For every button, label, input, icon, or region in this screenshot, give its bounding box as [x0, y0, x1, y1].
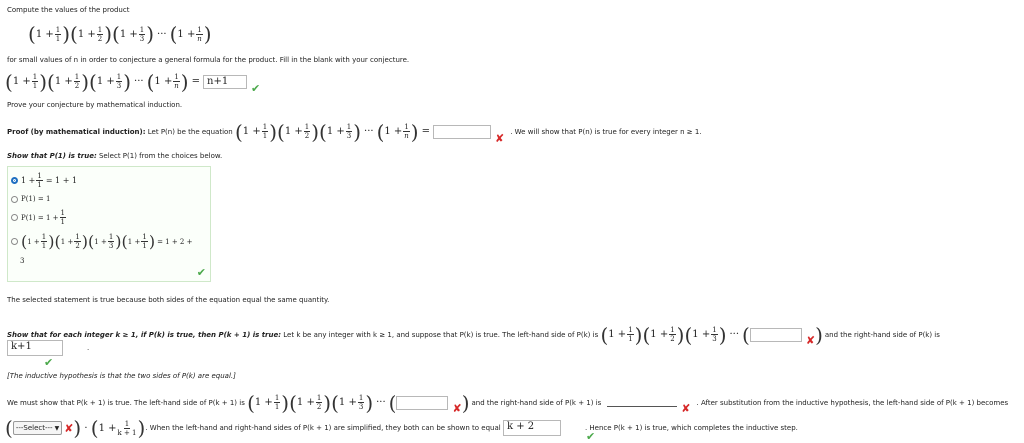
correct-check-icon: ✔ [586, 430, 596, 443]
radio-icon[interactable] [11, 196, 18, 203]
choice-1[interactable]: 1 + $\frac{1}{1}$ = 1 + 1 [11, 172, 77, 189]
incorrect-x-icon: ✘ [805, 334, 816, 347]
pk-rhs-input[interactable]: k+1 [7, 340, 63, 356]
instruction-text: for small values of n in order to conjecture a general formula for the product. Fill in the blank with your conjecture. [7, 56, 410, 64]
intro-text: Compute the values of the product [7, 6, 130, 14]
prove-prompt: Prove your conjecture by mathematical induction. [7, 101, 183, 109]
incorrect-x-icon: ✘ [64, 421, 74, 435]
choice-3[interactable]: P(1) = 1 + $\frac{1}{1}$ [11, 209, 67, 226]
product-display: ( 1 + $\frac{1}{1}$ ) ( 1 + $\frac{1}{2}$ ) ( 1 + $\frac{1}{3}$ ) ··· ( 1 + $\frac{1}{n}$ ) [28, 22, 212, 46]
incorrect-x-icon: ✘ [681, 402, 691, 415]
final-line: ( ---Select--- ▼ ✘ ) · ( 1 + $\frac{1}{k + 1}$ ) . When the left-hand and right-hand sides of P(k + 1) are simplified, they both can be shown to equal k + 2 . Hence P(k + 1) is true, which completes the inductive step. [5, 416, 798, 440]
select-dropdown[interactable]: ---Select--- ▼ [13, 421, 62, 435]
must-show-lhs-input[interactable] [396, 396, 448, 410]
must-show-rhs-input[interactable] [607, 398, 677, 407]
incorrect-x-icon: ✘ [452, 402, 462, 415]
correct-check-icon: ✔ [196, 266, 206, 279]
conjecture-line: ( 1 + $\frac{1}{1}$ ) ( 1 + $\frac{1}{2}$ ) ( 1 + $\frac{1}{3}$ ) ··· ( 1 + $\frac{1}{n}$ ) = n+1 ✔ [5, 69, 261, 95]
final-answer-input[interactable]: k + 2 [503, 420, 561, 436]
incorrect-x-icon: ✘ [494, 132, 505, 145]
pk-lhs-input[interactable] [750, 328, 802, 342]
conjecture-input[interactable]: n+1 [203, 75, 247, 89]
hypothesis-note: [The inductive hypothesis is that the two sides of P(k) are equal.] [7, 372, 236, 380]
p1-reason: The selected statement is true because both sides of the equation equal the same quantity. [7, 296, 330, 304]
proof-tail-text: . We will show that P(n) is true for every integer n ≥ 1. [510, 127, 702, 136]
p1-heading: Show that P(1) is true: Select P(1) from the choices below. [7, 152, 223, 160]
choice-4[interactable]: ( 1 + $\frac{1}{1}$ ) ( 1 + $\frac{1}{2}$ ) ( 1 + $\frac{1}{3}$ ) ( 1 + $\frac{1}{1}$ ) = 1 + 2 + [11, 233, 192, 250]
radio-icon[interactable] [11, 238, 18, 245]
correct-check-icon: ✔ [44, 356, 54, 369]
must-show-line: We must show that P(k + 1) is true. The left-hand side of P(k + 1) is ( 1 + $\frac{1}{1}$ ) ( 1 + $\frac{1}{2}$ ) ( 1 + $\frac{1}{3}$ ) ··· ( ✘ ) and the right-hand side of P(k + 1) is ✘ . After substitution from the inductive hypothesis, the left-hand side of P(k + 1) becomes [7, 390, 1009, 415]
proof-equation-input[interactable] [433, 125, 491, 139]
pk-rhs-line: k+1 . [7, 340, 89, 356]
chevron-down-icon: ▼ [54, 424, 60, 432]
pk-tail-text: and the right-hand side of P(k) is [824, 330, 940, 339]
p1-choice-group [7, 166, 211, 282]
proof-line: Proof (by mathematical induction): Let P(n) be the equation ( 1 + $\frac{1}{1}$ ) ( 1 + $\frac{1}{2}$ ) ( 1 + $\frac{1}{3}$ ) ··· ( 1 + $\frac{1}{n}$ ) = ✘ . We will show that P(n) is true for every integer n ≥ 1. [7, 119, 702, 145]
radio-selected-icon[interactable] [11, 177, 18, 184]
radio-icon[interactable] [11, 214, 18, 221]
correct-check-icon: ✔ [251, 82, 261, 95]
choice-4-tail: 3 [20, 257, 25, 265]
pk-line: Show that for each integer k ≥ 1, if P(k) is true, then P(k + 1) is true: Let k be any integer with k ≥ 1, and suppose that P(k) is true. The left-hand side of P(k) is ( 1 + $\frac{1}{1}$ ) ( 1 + $\frac{1}{2}$ ) ( 1 + $\frac{1}{3}$ ) ··· ( ✘ ) and the right-hand side of P(k) is [7, 322, 940, 347]
choice-2[interactable]: P(1) = 1 [11, 195, 50, 203]
